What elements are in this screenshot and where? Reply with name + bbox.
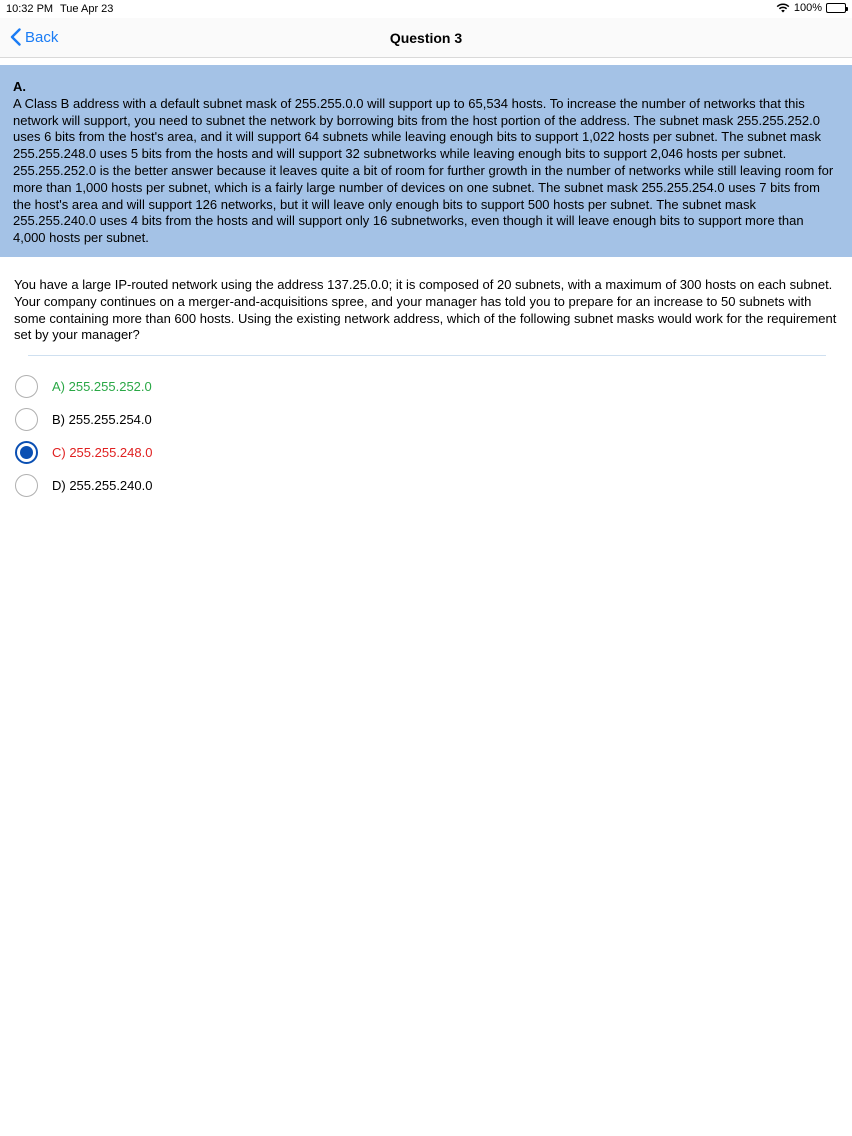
question-text: You have a large IP-routed network using the address 137.25.0.0; it is composed of 20 subnets, with a maximum of 300 hosts on each subnet. Your company continues on a merger-and-acquisitions spree, and your manager has told you to prepare for an increase to 50 subnets with some containing more than 600 hosts. Using the existing network address, which of the following subnet masks would work for the requirement set by your manager? bbox=[14, 277, 837, 343]
option-b[interactable] bbox=[15, 407, 152, 431]
option-label: A) 255.255.252.0 bbox=[52, 378, 152, 394]
option-label: D) 255.255.240.0 bbox=[52, 477, 153, 493]
option-label: B) 255.255.254.0 bbox=[52, 411, 152, 427]
status-time: 10:32 PM bbox=[6, 3, 54, 15]
status-right bbox=[776, 2, 846, 14]
radio-button[interactable] bbox=[15, 408, 38, 431]
option-a[interactable] bbox=[15, 374, 152, 398]
answer-explanation bbox=[0, 65, 852, 257]
answer-letter: A. bbox=[13, 79, 26, 94]
status-bar bbox=[0, 0, 852, 18]
option-label: C) 255.255.248.0 bbox=[52, 444, 153, 460]
battery-percent: 100% bbox=[793, 2, 822, 14]
wifi-icon bbox=[776, 3, 790, 13]
page-title: Question 3 bbox=[389, 30, 463, 46]
back-label: Back bbox=[25, 28, 59, 46]
option-c[interactable] bbox=[15, 440, 152, 464]
battery-icon bbox=[826, 3, 846, 13]
radio-button[interactable] bbox=[15, 474, 38, 497]
status-date: Tue Apr 23 bbox=[60, 3, 114, 15]
navigation-bar bbox=[0, 18, 852, 58]
divider bbox=[28, 355, 826, 356]
radio-button[interactable] bbox=[15, 441, 38, 464]
radio-button[interactable] bbox=[15, 375, 38, 398]
answer-text: A Class B address with a default subnet mask of 255.255.0.0 will support up to 65,534 hosts. To increase the number of networks that this network will support, you need to subnet the network by borrowing bits from the host portion of the address. The subnet mask 255.255.252.0 uses 6 bits from the host's area, and it will support 64 subnets while leaving enough bits to support 1,022 hosts per subnet. The subnet mask 255.255.248.0 uses 5 bits from the hosts and will support 32 subnetworks while leaving enough bits to support 2,046 hosts per subnet. 255.255.252.0 is the better answer because it leaves quite a bit of room for further growth in the number of networks while still leaving room for more than 1,000 hosts per subnet, which is a fairly large number of devices on one subnet. The subnet mask 255.255.254.0 uses 7 bits from the host's area and will support 126 networks, but it will leave only enough bits to support 500 hosts per subnet. The subnet mask 255.255.240.0 uses 4 bits from the hosts and will support only 16 subnetworks, even though it will leave enough bits to support more than 4,000 hosts per subnet. bbox=[13, 95, 834, 246]
option-d[interactable] bbox=[15, 473, 152, 497]
